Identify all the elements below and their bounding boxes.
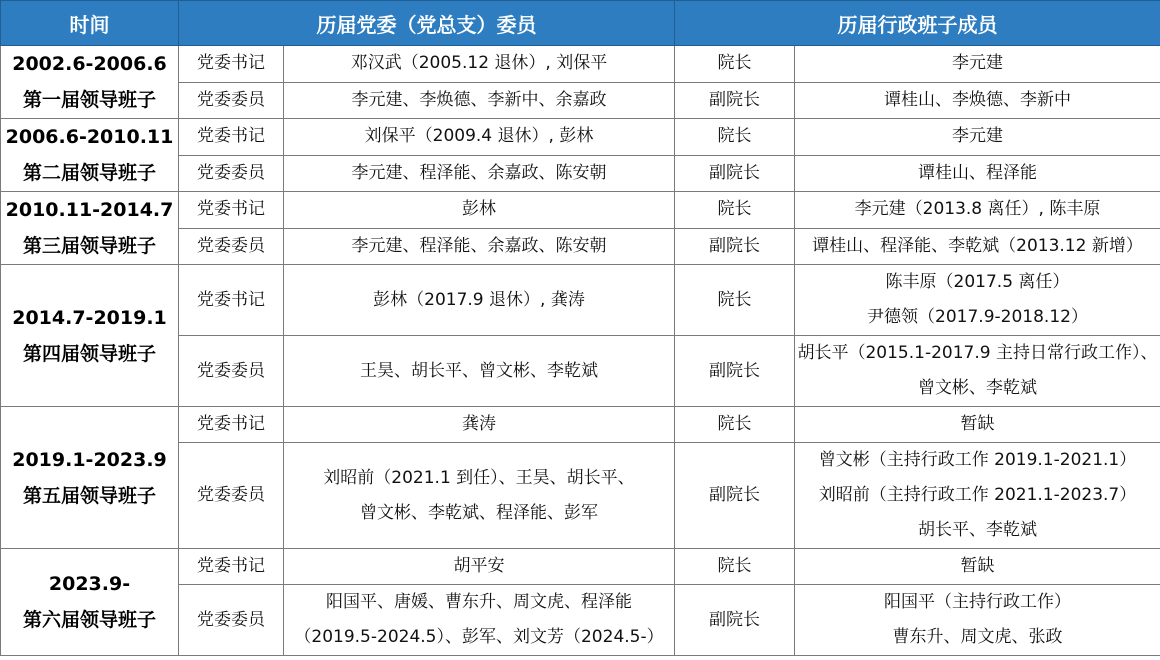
member-line: 胡长平（2015.1-2017.9 主持日常行政工作）、 xyxy=(797,343,1158,363)
admin-role-cell: 副院长 xyxy=(675,155,795,192)
team-name: 第三届领导班子 xyxy=(22,235,156,257)
admin-role-cell: 院长 xyxy=(675,265,795,336)
period-dates: 2002.6-2006.6 xyxy=(12,53,167,75)
admin-members-cell xyxy=(795,192,1160,229)
party-role-cell: 党委书记 xyxy=(179,549,284,585)
member-line: 彭林 xyxy=(462,199,496,220)
member-line: 阳国平、唐媛、曹东升、周文虎、程泽能 xyxy=(326,592,632,612)
admin-members-cell xyxy=(795,265,1160,336)
member-line: 李元建（2013.8 离任）, 陈丰原 xyxy=(854,199,1101,220)
member-line: 谭桂山、程泽能、李乾斌（2013.12 新增） xyxy=(812,235,1143,256)
party-members-cell xyxy=(284,228,675,265)
period-cell xyxy=(1,46,179,119)
member-line: 李元建、程泽能、余嘉政、陈安朝 xyxy=(351,162,607,183)
header-time: 时间 xyxy=(1,1,179,46)
admin-members-cell xyxy=(795,407,1160,443)
admin-role-cell: 院长 xyxy=(675,407,795,443)
period-dates: 2019.1-2023.9 xyxy=(12,448,167,471)
member-line: 邓汉武（2005.12 退休）, 刘保平 xyxy=(350,53,608,74)
admin-members-cell xyxy=(795,549,1160,585)
period-dates: 2006.6-2010.11 xyxy=(5,126,174,148)
admin-members-cell xyxy=(795,46,1160,83)
header-admin-team: 历届行政班子成员 xyxy=(675,1,1160,46)
party-members-cell xyxy=(284,336,675,407)
party-role-cell: 党委书记 xyxy=(179,192,284,229)
admin-members-cell xyxy=(795,82,1160,119)
table-row xyxy=(1,265,1160,336)
period-cell xyxy=(1,119,179,192)
table-row xyxy=(1,549,1160,585)
member-line: 李元建、李焕德、李新中、余嘉政 xyxy=(351,89,607,110)
party-role-cell: 党委委员 xyxy=(179,155,284,192)
member-line: 刘保平（2009.4 退休）, 彭林 xyxy=(364,126,594,147)
admin-members-cell xyxy=(795,155,1160,192)
admin-members-cell xyxy=(795,585,1160,656)
party-members-cell xyxy=(284,46,675,83)
member-line: 陈丰原（2017.5 离任） xyxy=(885,272,1070,292)
member-line: 李元建 xyxy=(952,126,1003,147)
party-role-cell: 党委委员 xyxy=(179,443,284,549)
member-line: 暂缺 xyxy=(960,414,995,434)
period-dates: 2010.11-2014.7 xyxy=(5,199,174,221)
team-name: 第四届领导班子 xyxy=(22,342,156,365)
admin-role-cell: 副院长 xyxy=(675,82,795,119)
member-line: （2019.5-2024.5）、彭军、刘文芳（2024.5-） xyxy=(294,627,664,647)
member-line: 刘昭前（2021.1 到任）、王昊、胡长平、 xyxy=(323,467,635,488)
party-members-cell xyxy=(284,443,675,549)
admin-role-cell: 院长 xyxy=(675,192,795,229)
table-row xyxy=(1,119,1160,156)
member-line: 谭桂山、程泽能 xyxy=(918,162,1037,183)
party-members-cell xyxy=(284,407,675,443)
admin-role-cell: 副院长 xyxy=(675,585,795,656)
period-cell xyxy=(1,192,179,265)
party-role-cell: 党委委员 xyxy=(179,228,284,265)
member-line: 谭桂山、李焕德、李新中 xyxy=(884,89,1071,110)
member-line: 曾文彬、李乾斌、程泽能、彭军 xyxy=(360,502,598,523)
admin-members-cell xyxy=(795,443,1160,549)
team-name: 第六届领导班子 xyxy=(22,609,156,631)
member-line: 尹德领（2017.9-2018.12） xyxy=(867,307,1088,327)
admin-members-cell xyxy=(795,336,1160,407)
period-dates: 2014.7-2019.1 xyxy=(12,306,167,329)
admin-role-cell: 副院长 xyxy=(675,228,795,265)
member-line: 曹东升、周文虎、张政 xyxy=(892,627,1063,647)
member-line: 李元建、程泽能、余嘉政、陈安朝 xyxy=(351,235,607,256)
table-row xyxy=(1,407,1160,443)
member-line: 李元建 xyxy=(952,53,1003,74)
party-members-cell xyxy=(284,585,675,656)
party-role-cell: 党委委员 xyxy=(179,336,284,407)
table-row xyxy=(1,46,1160,83)
team-name: 第二届领导班子 xyxy=(22,162,156,184)
admin-role-cell: 院长 xyxy=(675,549,795,585)
team-name: 第五届领导班子 xyxy=(22,484,156,507)
admin-role-cell: 副院长 xyxy=(675,443,795,549)
period-cell xyxy=(1,549,179,656)
member-line: 王昊、胡长平、曾文彬、李乾斌 xyxy=(360,360,598,381)
table-row xyxy=(1,192,1160,229)
admin-members-cell xyxy=(795,119,1160,156)
admin-role-cell: 院长 xyxy=(675,119,795,156)
party-role-cell: 党委书记 xyxy=(179,407,284,443)
period-cell xyxy=(1,407,179,549)
party-members-cell xyxy=(284,82,675,119)
party-role-cell: 党委书记 xyxy=(179,119,284,156)
member-line: 彭林（2017.9 退休）, 龚涛 xyxy=(373,289,585,310)
member-line: 刘昭前（主持行政工作 2021.1-2023.7） xyxy=(818,485,1137,505)
member-line: 胡平安 xyxy=(453,556,505,576)
admin-role-cell: 副院长 xyxy=(675,336,795,407)
member-line: 龚涛 xyxy=(462,414,496,434)
party-members-cell xyxy=(284,119,675,156)
admin-members-cell xyxy=(795,228,1160,265)
table-body xyxy=(1,46,1160,656)
header-party-committee: 历届党委（党总支）委员 xyxy=(179,1,675,46)
party-role-cell: 党委书记 xyxy=(179,265,284,336)
party-role-cell: 党委委员 xyxy=(179,585,284,656)
period-cell xyxy=(1,265,179,407)
member-line: 胡长平、李乾斌 xyxy=(918,520,1037,540)
admin-role-cell: 院长 xyxy=(675,46,795,83)
member-line: 暂缺 xyxy=(960,556,995,576)
period-dates: 2023.9- xyxy=(48,573,131,595)
member-line: 阳国平（主持行政工作） xyxy=(884,592,1071,612)
member-line: 曾文彬（主持行政工作 2019.1-2021.1） xyxy=(818,450,1137,470)
party-members-cell xyxy=(284,549,675,585)
team-name: 第一届领导班子 xyxy=(22,89,156,111)
party-members-cell xyxy=(284,265,675,336)
party-members-cell xyxy=(284,155,675,192)
party-members-cell xyxy=(284,192,675,229)
party-role-cell: 党委书记 xyxy=(179,46,284,83)
party-role-cell: 党委委员 xyxy=(179,82,284,119)
header-row xyxy=(1,1,1160,46)
member-line: 曾文彬、李乾斌 xyxy=(918,378,1037,398)
